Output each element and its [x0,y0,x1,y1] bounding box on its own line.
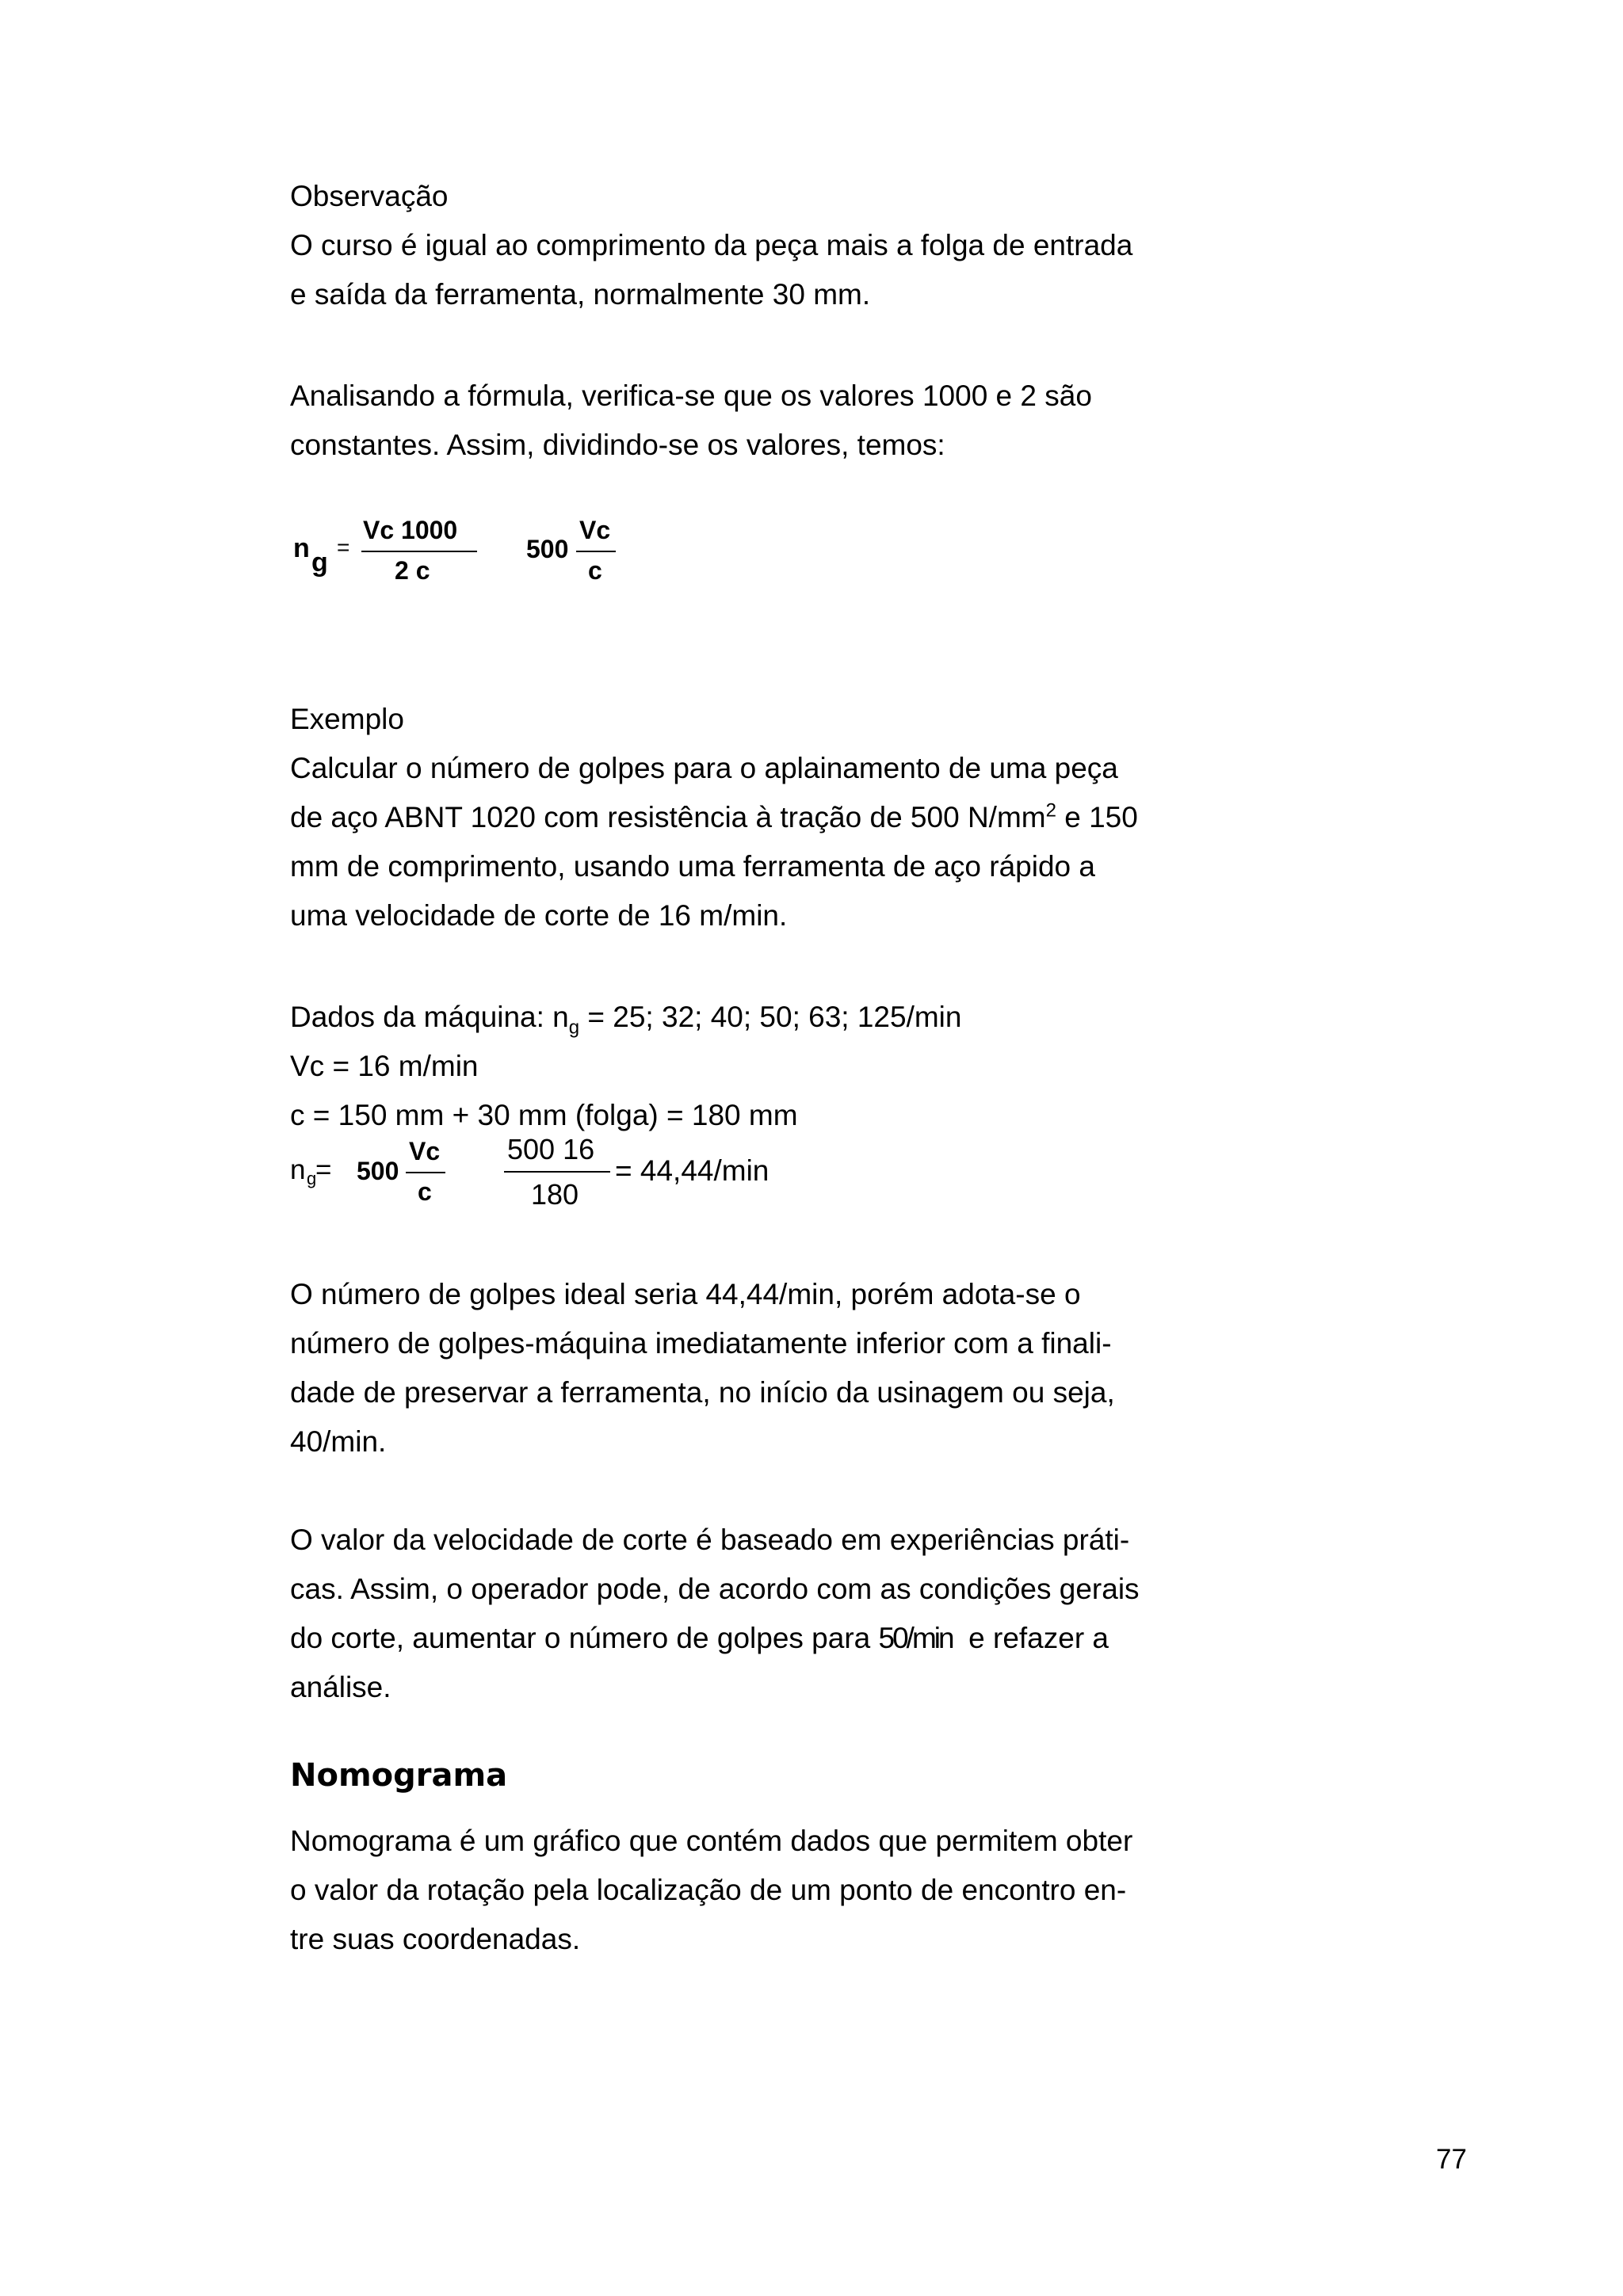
golpes-paragraph [290,1270,1201,1466]
exemplo-line-2 [290,793,1201,842]
formula1-coef: 500 [526,535,569,563]
formula2-lhs-base: n [290,1154,306,1185]
formula2-frac2-numerator: 500 16 [507,1133,595,1165]
golpes-line-2: número de golpes-máquina imediatamente inferior com a finali- [290,1327,1112,1360]
formula2-frac1-numerator: Vc [409,1137,441,1165]
nomograma-paragraph [290,1817,1201,1964]
exemplo-section [290,695,1201,940]
formula1-frac1-numerator: Vc 1000 [363,516,458,544]
golpes-line-1: O número de golpes ideal seria 44,44/min, porém adota-se o [290,1278,1081,1310]
formula2-frac2-bar [504,1171,610,1173]
page-number: 77 [1436,2144,1467,2175]
velocidade-line-1: O valor da velocidade de corte é baseado em experiências práti- [290,1524,1130,1556]
exemplo-line-2-text: de aço ABNT 1020 com resistência à tração de 500 N/mm [290,801,1046,833]
velocidade-value: 50/min [878,1622,953,1654]
exemplo-line-4: uma velocidade de corte de 16 m/min. [290,899,788,932]
formula2-frac2-denominator: 180 [531,1178,579,1211]
formula2-coef: 500 [357,1157,399,1185]
formula2-equals: = [315,1154,332,1185]
analise-line-2: constantes. Assim, dividindo-se os valores, temos: [290,429,945,461]
formula1-frac2-denominator: c [588,556,602,585]
formula1-lhs-sub: g [311,547,328,578]
nomograma-line-2: o valor da rotação pela localização de um ponto de encontro en- [290,1874,1127,1906]
subscript-g: g [568,1016,580,1039]
formula1-equals: = [337,535,350,559]
formula2-result: = 44,44/min [615,1154,769,1187]
nomograma-line-3: tre suas coordenadas. [290,1923,581,1955]
analise-line-1: Analisando a fórmula, verifica-se que os valores 1000 e 2 são [290,379,1092,412]
dados-maquina [290,993,1201,1140]
observacao-line-1: O curso é igual ao comprimento da peça mais a folga de entrada [290,229,1133,261]
velocidade-line-3-tail: e refazer a [952,1622,1109,1654]
exemplo-line-3: mm de comprimento, usando uma ferramenta de aço rápido a [290,850,1095,883]
golpes-line-3: dade de preservar a ferramenta, no início da usinagem ou seja, [290,1376,1115,1409]
dados-line-1-text: Dados da máquina: n [290,1001,569,1033]
velocidade-line-3 [290,1614,1201,1663]
dados-line-1 [290,993,1201,1042]
exponent-squared: 2 [1045,799,1056,822]
velocidade-line-4: análise. [290,1671,391,1703]
golpes-line-4: 40/min. [290,1425,387,1458]
velocidade-paragraph [290,1516,1201,1712]
formula1-lhs-base: n [293,533,310,563]
formula1-frac1-bar [361,551,477,552]
velocidade-line-2: cas. Assim, o operador pode, de acordo com as condições gerais [290,1573,1140,1605]
formula1-frac1-denominator: 2 c [395,556,430,585]
formula2-lhs-sub: g [307,1169,317,1188]
dados-line-3: c = 150 mm + 30 mm (folga) = 180 mm [290,1099,798,1131]
velocidade-line-3-text: do corte, aumentar o número de golpes para [290,1622,879,1654]
formula2-frac1-bar [406,1172,445,1173]
observacao-section [290,172,1201,319]
exemplo-line-1: Calcular o número de golpes para o aplainamento de uma peça [290,752,1118,784]
formula2-frac1-denominator: c [418,1177,432,1206]
observacao-line-2: e saída da ferramenta, normalmente 30 mm. [290,278,871,311]
formula1-frac2-numerator: Vc [579,516,611,544]
exemplo-title: Exemplo [290,703,404,735]
observacao-title: Observação [290,180,449,212]
formula1-frac2-bar [576,551,616,552]
nomograma-line-1: Nomograma é um gráfico que contém dados que permitem obter [290,1825,1133,1857]
section-heading-nomograma: Nomograma [290,1757,508,1794]
analise-paragraph [290,372,1201,470]
dados-line-1-values: = 25; 32; 40; 50; 63; 125/min [579,1001,962,1033]
dados-line-2: Vc = 16 m/min [290,1050,479,1082]
exemplo-line-2-tail: e 150 [1056,801,1138,833]
